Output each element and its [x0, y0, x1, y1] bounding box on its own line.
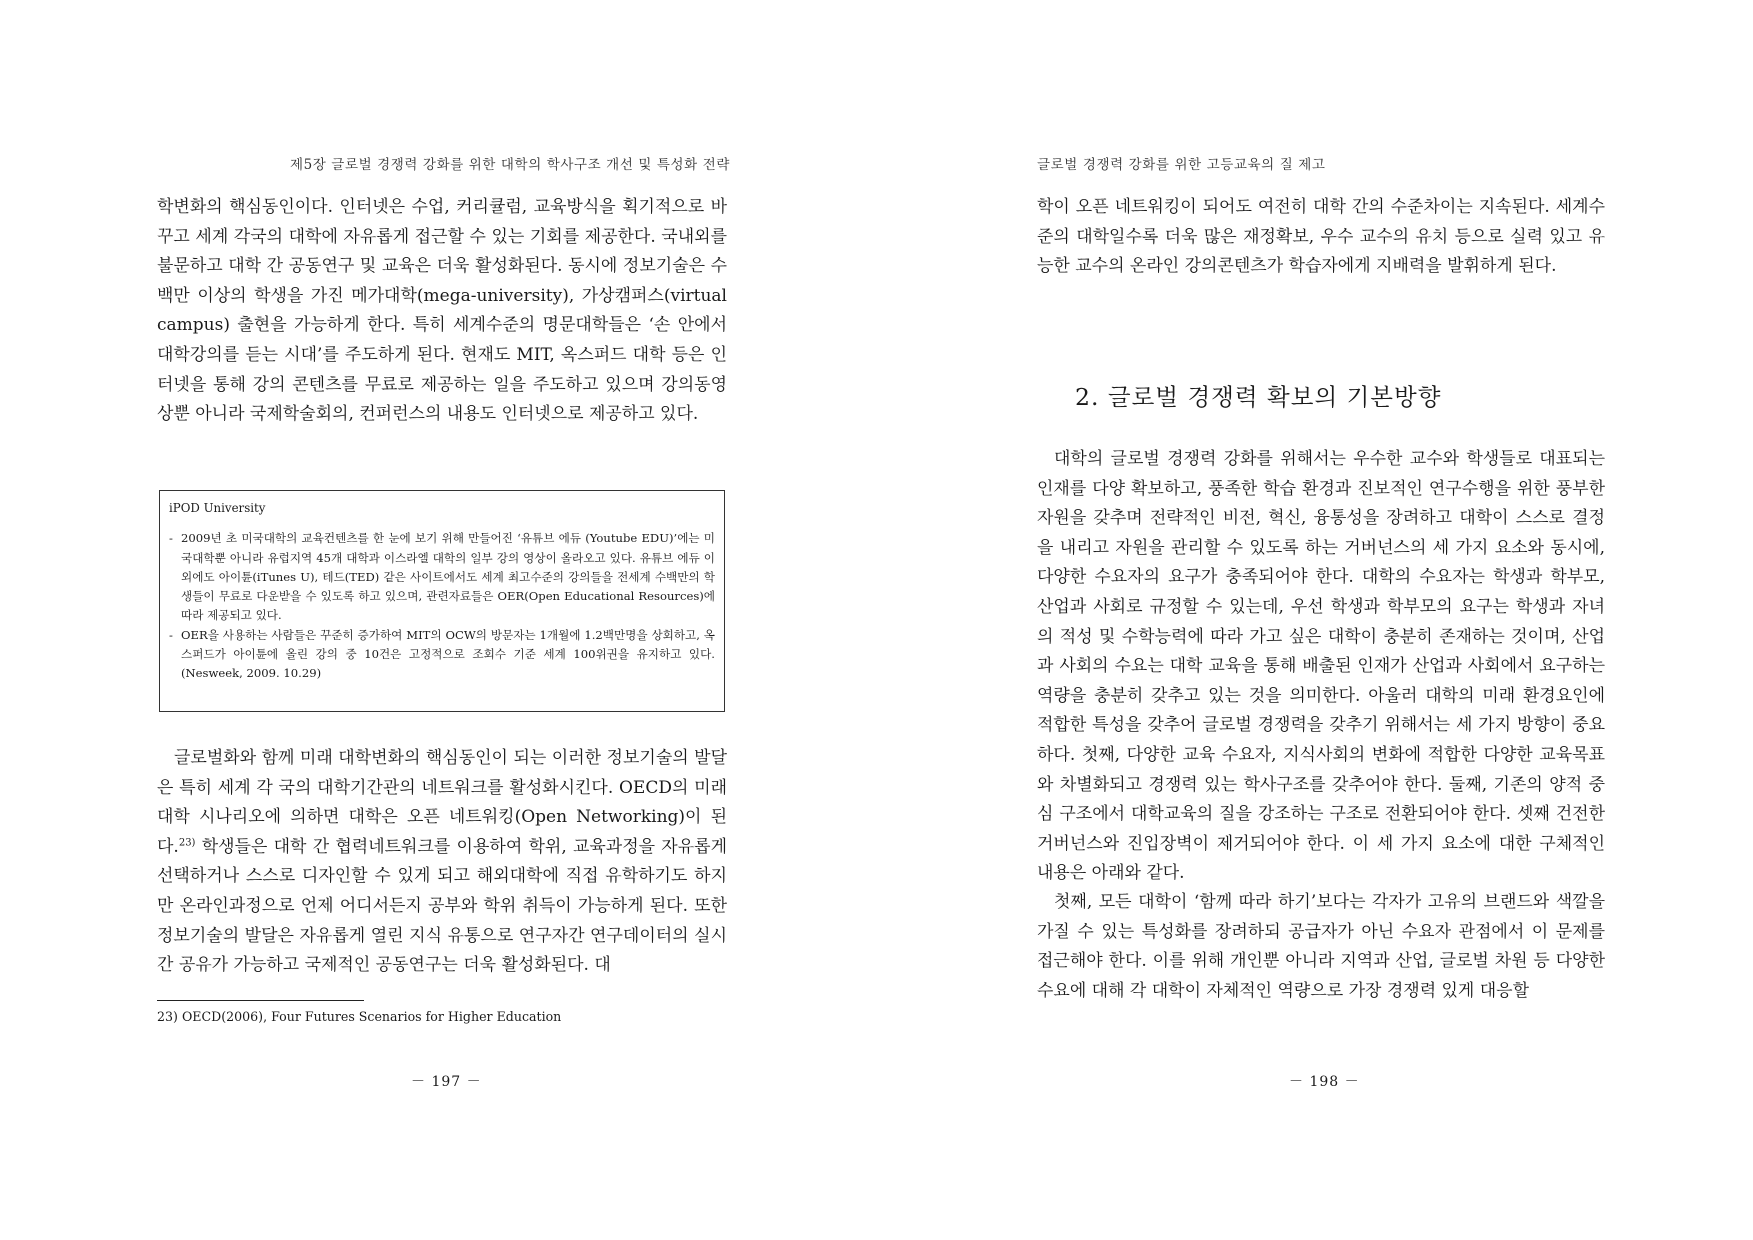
box-item-text: 2009년 초 미국대학의 교육컨텐츠를 한 눈에 보기 위해 만들어진 ‘유튜브 에듀 (Youtube EDU)’에는 미국대학뿐 아니라 유럽지역 45개 대학과 이스라엘 대학의 일부 강의 영상이 올라오고 있다. 유튜브 에듀 이외에도 아이튠(iTunes U), 테드(TED) 같은 사이트에서도 세계 최고수준의 강의들을 전세계 수백만의 학생들이 무료로 다운받을 수 있도록 하고 있으며, 관련자료들은 OER(Open Educational Resources)에 따라 제공되고 있다. [181, 531, 715, 623]
footnote: 23) OECD(2006), Four Futures Scenarios for Higher Education [157, 1009, 562, 1024]
box-list-item [169, 626, 715, 684]
box-title: iPOD University [169, 501, 266, 515]
footnote-reference[interactable]: 23) [178, 837, 196, 849]
right-page [876, 0, 1753, 1240]
body-paragraph: 대학의 글로벌 경쟁력 강화를 위해서는 우수한 교수와 학생들로 대표되는 인재를 다양 확보하고, 풍족한 학습 환경과 진보적인 연구수행을 위한 풍부한 자원을 갖추며 전략적인 비전, 혁신, 융통성을 장려하고 대학이 스스로 결정을 내리고 자원을 관리할 수 있도록 하는 거버넌스의 세 가지 요소와 동시에, 다양한 수요자의 요구가 충족되어야 한다. 대학의 수요자는 학생과 학부모, 산업과 사회로 규정할 수 있는데, 우선 학생과 학부모의 요구는 학생과 자녀의 적성 및 수학능력에 따라 가고 싶은 대학이 충분히 존재하는 것이며, 산업과 사회의 수요는 대학 교육을 통해 배출된 인재가 산업과 사회에서 요구하는 역량을 충분히 갖추고 있는 것을 의미한다. 아울러 대학의 미래 환경요인에 적합한 특성을 갖추어 글로벌 경쟁력을 갖추기 위해서는 세 가지 방향이 중요하다. 첫째, 다양한 교육 수요자, 지식사회의 변화에 적합한 다양한 교육목표와 차별화되고 경쟁력 있는 학사구조를 갖추어야 한다. 둘째, 기존의 양적 중심 구조에서 대학교육의 질을 강조하는 구조로 전환되어야 한다. 셋째 건전한 거버넌스와 진입장벽이 제거되어야 한다. 이 세 가지 요소에 대한 구체적인 내용은 아래와 같다. [1037, 449, 1605, 884]
list-dash: - [169, 531, 173, 546]
body-paragraph: 학변화의 핵심동인이다. 인터넷은 수업, 커리큘럼, 교육방식을 획기적으로 바꾸고 세계 각국의 대학에 자유롭게 접근할 수 있는 기회를 제공한다. 국내외를 불문하고 대학 간 공동연구 및 교육은 더욱 활성화된다. 동시에 정보기술은 수백만 이상의 학생을 가진 메가대학(mega-university), 가상캠퍼스(virtual campus) 출현을 가능하게 한다. 특히 세계수준의 명문대학들은 ‘손 안에서 대학강의를 듣는 시대’를 주도하게 된다. 현재도 MIT, 옥스퍼드 대학 등은 인터넷을 통해 강의 콘텐츠를 무료로 제공하는 일을 주도하고 있으며 강의동영상뿐 아니라 국제학술회의, 컨퍼런스의 내용도 인터넷으로 제공하고 있다. [157, 197, 727, 425]
footnote-divider [157, 1000, 364, 1001]
left-page [0, 0, 876, 1240]
section-heading: 2. 글로벌 경쟁력 확보의 기본방향 [1075, 383, 1442, 411]
page-number: － 197 － [411, 1074, 482, 1090]
list-dash: - [169, 627, 173, 642]
sidebar-box [159, 490, 725, 712]
body-paragraph [157, 744, 727, 981]
box-list-item [169, 529, 715, 625]
body-paragraph: 첫째, 모든 대학이 ‘함께 따라 하기’보다는 각자가 고유의 브랜드와 색깔을 가질 수 있는 특성화를 장려하되 공급자가 아닌 수요자 관점에서 이 문제를 접근해야 한다. 이를 위해 개인뿐 아니라 지역과 산업, 글로벌 차원 등 다양한 수요에 대해 각 대학이 자체적인 역량으로 가장 경쟁력 있게 대응할 [1037, 892, 1605, 1001]
box-item-text: OER을 사용하는 사람들은 꾸준히 증가하여 MIT의 OCW의 방문자는 1개월에 1.2백만명을 상회하고, 옥스퍼드가 아이튠에 올린 강의 중 10건은 고정적으로 조회수 기준 세계 100위권을 유지하고 있다. (Nesweek, 2009. 10.29) [181, 627, 715, 681]
running-header: 제5장 글로벌 경쟁력 강화를 위한 대학의 학사구조 개선 및 특성화 전략 [289, 157, 730, 173]
page-number: － 198 － [1289, 1074, 1360, 1090]
running-header: 글로벌 경쟁력 강화를 위한 고등교육의 질 제고 [1037, 157, 1326, 173]
paragraph-text: 글로벌화와 함께 미래 대학변화의 핵심동인이 되는 이러한 정보기술의 발달은 특히 세계 각 국의 대학기간관의 네트워크를 활성화시킨다. OECD의 미래대학 시나리오에 의하면 대학은 오픈 네트워킹(Open Networking)이 된다. [157, 748, 727, 857]
paragraph-text: 학생들은 대학 간 협력네트워크를 이용하여 학위, 교육과정을 자유롭게 선택하거나 스스로 디자인할 수 있게 되고 해외대학에 직접 유학하기도 하지만 온라인과정으로 언제 어디서든지 공부와 학위 취득이 가능하게 된다. 또한 정보기술의 발달은 자유롭게 열린 지식 유통으로 연구자간 연구데이터의 실시간 공유가 가능하고 국제적인 공동연구는 더욱 활성화된다. 대 [157, 836, 727, 976]
body-paragraph: 학이 오픈 네트워킹이 되어도 여전히 대학 간의 수준차이는 지속된다. 세계수준의 대학일수록 더욱 많은 재정확보, 우수 교수의 유치 등으로 실력 있고 유능한 교수의 온라인 강의콘텐츠가 학습자에게 지배력을 발휘하게 된다. [1037, 197, 1605, 277]
